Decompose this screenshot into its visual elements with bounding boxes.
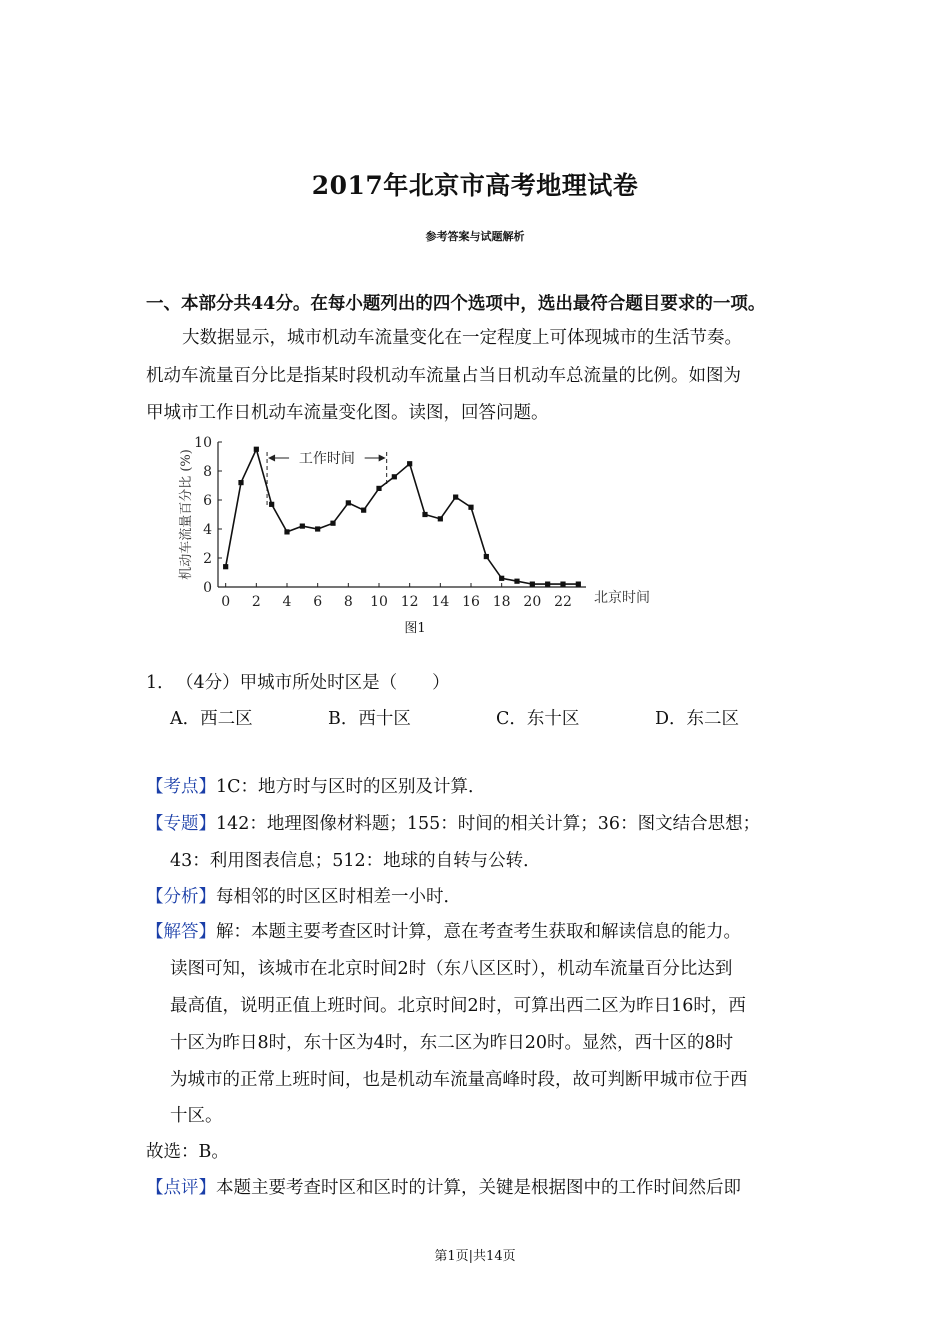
x-tick-label: 20 xyxy=(523,594,542,610)
dianping-tag: 【点评】 xyxy=(146,1178,216,1198)
jieda-line-1: 解：本题主要考查区时计算，意在考查考生获取和解读信息的能力。 xyxy=(216,922,741,942)
intro-line-1: 大数据显示，城市机动车流量变化在一定程度上可体现城市的生活节奏。 xyxy=(182,328,742,348)
y-tick-label: 8 xyxy=(203,464,212,480)
data-point xyxy=(499,576,504,581)
data-point xyxy=(223,564,228,569)
work-time-label: 工作时间 xyxy=(298,450,355,467)
jieda-line-4: 十区为昨日8时，东十区为4时，东二区为昨日20时。显然，西十区的8时 xyxy=(170,1033,734,1053)
x-tick-label: 2 xyxy=(251,594,261,610)
traffic-chart xyxy=(170,430,690,615)
section-heading: 一、本部分共44分。在每小题列出的四个选项中，选出最符合题目要求的一项。 xyxy=(146,294,766,314)
answer-line: 故选：B。 xyxy=(146,1142,229,1162)
jieda-row xyxy=(146,918,741,943)
work-time-arrowhead-right xyxy=(379,454,386,461)
dianping-text: 本题主要考查时区和区时的计算，关键是根据图中的工作时间然后即 xyxy=(216,1178,741,1198)
page-subtitle: 参考答案与试题解析 xyxy=(425,230,525,243)
x-tick-label: 8 xyxy=(343,594,353,610)
data-point xyxy=(254,447,259,452)
data-point xyxy=(330,521,335,526)
data-point xyxy=(530,582,535,587)
intro-line-3: 甲城市工作日机动车流量变化图。读图，回答问题。 xyxy=(146,403,549,423)
figure-caption: 图1 xyxy=(404,621,426,636)
page-title: 2017年北京市高考地理试卷 xyxy=(311,171,639,200)
data-point xyxy=(392,474,397,479)
x-tick-label: 12 xyxy=(400,594,419,610)
kaodian-row xyxy=(146,773,486,798)
data-point xyxy=(269,502,274,507)
data-point xyxy=(376,486,381,491)
fenxi-row xyxy=(146,883,461,908)
intro-line-2: 机动车流量百分比是指某时段机动车流量占当日机动车总流量的比例。如图为 xyxy=(146,366,741,386)
y-tick-label: 6 xyxy=(203,493,212,509)
option-b: B．西十区 xyxy=(328,709,411,729)
y-tick-label: 2 xyxy=(203,551,212,567)
data-point xyxy=(315,526,320,531)
y-tick-label: 10 xyxy=(194,435,212,451)
data-point xyxy=(300,524,305,529)
jieda-line-6: 十区。 xyxy=(170,1106,223,1126)
x-tick-label: 0 xyxy=(221,594,231,610)
zhuanti-text-1: 142：地理图像材料题；155：时间的相关计算；36：图文结合思想； xyxy=(216,814,761,834)
data-point xyxy=(422,512,427,517)
data-point xyxy=(514,579,519,584)
kaodian-text: 1C：地方时与区时的区别及计算． xyxy=(216,777,486,797)
fenxi-text: 每相邻的时区区时相差一小时． xyxy=(216,887,461,907)
zhuanti-text-2: 43：利用图表信息；512：地球的自转与公转． xyxy=(170,851,541,871)
data-point xyxy=(361,508,366,513)
zhuanti-tag: 【专题】 xyxy=(146,814,216,834)
data-point xyxy=(284,529,289,534)
data-point xyxy=(560,582,565,587)
x-axis-label: 北京时间 xyxy=(594,590,650,606)
data-point xyxy=(346,500,351,505)
data-point xyxy=(484,554,489,559)
y-tick-label: 0 xyxy=(203,580,212,596)
series-line xyxy=(226,449,579,584)
y-tick-label: 4 xyxy=(203,522,212,538)
x-tick-label: 6 xyxy=(313,594,323,610)
data-point xyxy=(438,516,443,521)
jieda-tag: 【解答】 xyxy=(146,922,216,942)
option-a: A．西二区 xyxy=(170,709,253,729)
page-footer: 第1页|共14页 xyxy=(434,1249,516,1264)
data-point xyxy=(407,461,412,466)
data-point xyxy=(468,505,473,510)
data-point xyxy=(545,582,550,587)
x-tick-label: 22 xyxy=(554,594,572,610)
data-point xyxy=(576,582,581,587)
x-tick-label: 14 xyxy=(431,594,450,610)
question-stem: （4分）甲城市所处时区是（ ） xyxy=(176,673,450,693)
option-d: D．东二区 xyxy=(655,709,740,729)
y-axis-label: 机动车流量百分比 (%) xyxy=(179,449,194,580)
x-tick-label: 10 xyxy=(370,594,388,610)
jieda-line-3: 最高值，说明正值上班时间。北京时间2时，可算出西二区为昨日16时，西 xyxy=(170,996,746,1016)
kaodian-tag: 【考点】 xyxy=(146,777,216,797)
dianping-row xyxy=(146,1174,741,1199)
data-point xyxy=(453,495,458,500)
x-tick-label: 16 xyxy=(462,594,480,610)
fenxi-tag: 【分析】 xyxy=(146,887,216,907)
jieda-line-5: 为城市的正常上班时间，也是机动车流量高峰时段，故可判断甲城市位于西 xyxy=(170,1070,748,1090)
x-tick-label: 18 xyxy=(492,594,511,610)
question-number: 1． xyxy=(146,673,175,693)
data-point xyxy=(238,480,243,485)
option-c: C．东十区 xyxy=(496,709,580,729)
work-time-arrowhead-left xyxy=(268,454,275,461)
zhuanti-row xyxy=(146,810,760,835)
jieda-line-2: 读图可知，该城市在北京时间2时（东八区区时），机动车流量百分比达到 xyxy=(170,959,733,979)
x-tick-label: 4 xyxy=(282,594,292,610)
